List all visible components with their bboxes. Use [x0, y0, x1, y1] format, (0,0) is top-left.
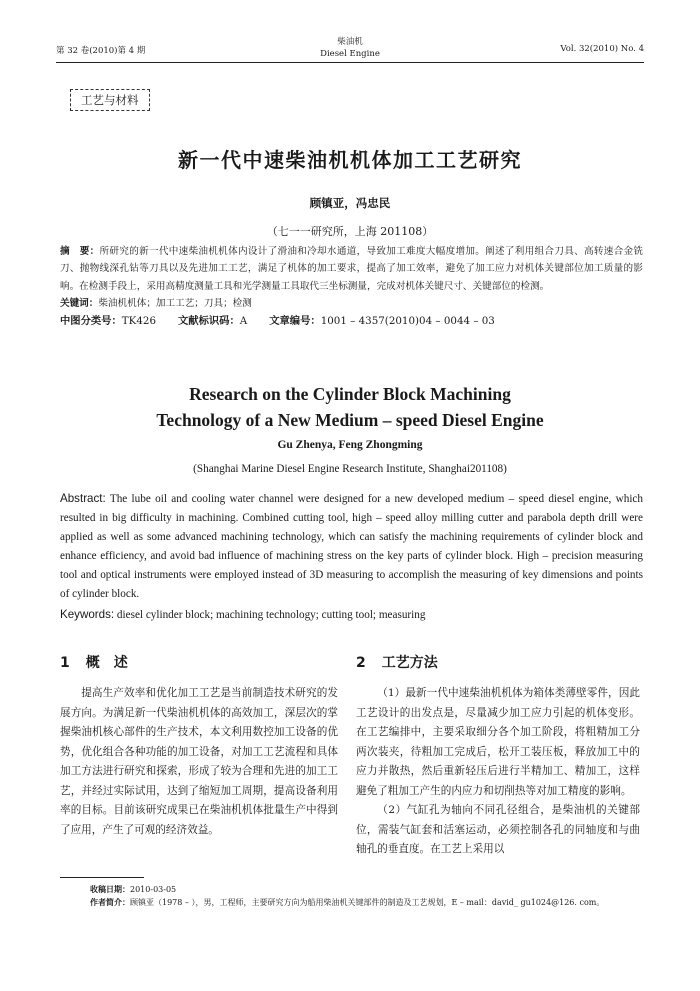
keywords-en-label: Keywords:: [60, 607, 115, 621]
received-date: 2010-03-05: [130, 885, 177, 894]
journal-name-en: Diesel Engine: [320, 49, 380, 59]
keywords-cn-label: 关键词：: [60, 298, 99, 310]
received-label: 收稿日期：: [90, 885, 130, 894]
doc-code-value: A: [239, 314, 248, 327]
section-2-body: [356, 684, 640, 860]
abstract-cn-body: [60, 243, 643, 295]
clc-value: TK426: [121, 314, 156, 327]
abstract-en: [60, 489, 643, 625]
abstract-cn-label: 摘 要：: [60, 246, 100, 257]
journal-name-cn: 柴油机: [337, 37, 363, 47]
affiliation-en: (Shanghai Marine Diesel Engine Research Institute, Shanghai201108): [193, 463, 507, 475]
affiliation-cn: （七一一研究所，上海 201108）: [266, 225, 434, 238]
article-no-value: 1001 – 4357(2010)04 – 0044 – 03: [320, 314, 495, 327]
bio-text: 顾镇亚（1978 – ），男，工程师，主要研究方向为船用柴油机关键部件的制造及工艺规划，E – mail：david_ gu1024@126. com。: [130, 898, 605, 907]
bio-label: 作者简介：: [90, 898, 130, 907]
classification-line: [60, 313, 643, 330]
section-2-title: 工艺方法: [381, 655, 438, 671]
abstract-en-text: The lube oil and cooling water channel were designed for a new developed medium – speed diesel engine, which resulted in big difficulty in machining. Combined cutting tool, high – speed alloy milling cutter and parabola depth drill were applied as well as some advanced machining technology, which can satisfy the machining requirements of cylinder block and enhance efficiency, and avoid bad influence of machining stress on the key parts of cylinder block. High – precision measuring tool and optical instruments were employed instead of 3D measuring to accomplish the measuring of key dimensions and points of cylinder block.: [60, 493, 643, 601]
section-1-title: 概 述: [85, 655, 128, 671]
paper-title-en-line1: Research on the Cylinder Block Machining: [189, 384, 511, 404]
paper-title-en: [0, 381, 700, 433]
footnote-rule: [60, 877, 144, 878]
section-2-heading: [356, 652, 438, 672]
abstract-cn: [60, 243, 643, 330]
section-2-number: 2: [356, 655, 366, 671]
keywords-en-text: diesel cylinder block; machining technology; cutting tool; measuring: [116, 608, 426, 621]
section-2-paragraph-2: （2）气缸孔为轴向不同孔径组合，是柴油机的关键部位，需装气缸套和活塞运动，必须控制各孔的同轴度和与曲轴孔的垂直度。在工艺上采用以: [356, 804, 640, 855]
paper-title-cn: 新一代中速柴油机机体加工工艺研究: [178, 148, 522, 172]
footnote-author-bio: [90, 897, 650, 908]
abstract-en-body: [60, 489, 643, 605]
running-header-volume: 第 32 卷(2010)第 4 期: [56, 46, 146, 56]
keywords-en: [60, 605, 643, 625]
abstract-en-label: Abstract:: [60, 492, 106, 505]
footnote-received: [90, 884, 650, 895]
article-no-label: 文章编号：: [269, 314, 321, 327]
column-tag: 工艺与材料: [70, 89, 150, 111]
paper-title-en-line2: Technology of a New Medium – speed Diesel Engine: [156, 410, 544, 430]
abstract-cn-text: 所研究的新一代中速柴油机机体内设计了滑油和冷却水通道，导致加工难度大幅度增加。阐述了利用组合刀具、高转速合金铣刀、抛物线深孔钻等刀具以及先进加工工艺，满足了机体的加工要求，提高了加工效率，避免了加工应力对机体关键部位加工质量的影响。在检测手段上，采用高精度测量工具和光学测量工具取代三坐标测量，完成对机体关键尺寸、关键部位的检测。: [60, 246, 643, 292]
keywords-cn: [60, 295, 643, 312]
section-1-heading: [60, 652, 128, 672]
section-1-number: 1: [60, 655, 70, 671]
clc-label: 中图分类号：: [60, 314, 122, 327]
section-2-paragraph-1: （1）最新一代中速柴油机机体为箱体类薄壁零件，因此工艺设计的出发点是，尽量减少加工应力引起的机体变形。在工艺编排中，主要采取细分各个加工阶段，将粗精加工分两次装夹，待粗加工完成后，松开工装压板，释放加工中的应力并散热，然后重新轻压后进行半精加工、精加工，这样避免了粗加工产生的内应力和切削热等对加工精度的影响。: [356, 687, 640, 797]
running-header-volume-en: Vol. 32(2010) No. 4: [560, 44, 644, 54]
section-1-paragraph: 提高生产效率和优化加工工艺是当前制造技术研究的发展方向。为满足新一代柴油机机体的高效加工，深层次的掌握柴油机核心部件的生产技术，本文利用数控加工设备的优势，优化组合各种功能的加工设备，对加工工艺流程和具体加工方法进行研究和探索，形成了较为合理和先进的加工工艺，并经过实际试用，达到了缩短加工周期，提高设备利用率的目标。目前该研究成果已在柴油机机体批量生产中得到了应用，产生了可观的经济效益。: [60, 687, 338, 836]
keywords-cn-text: 柴油机机体；加工工艺；刀具；检测: [98, 298, 252, 310]
doc-code-label: 文献标识码：: [178, 314, 240, 327]
section-1-body: [60, 684, 338, 840]
authors-cn: 顾镇亚，冯忠民: [309, 196, 391, 210]
header-rule: [56, 62, 644, 63]
authors-en: Gu Zhenya, Feng Zhongming: [277, 439, 423, 451]
